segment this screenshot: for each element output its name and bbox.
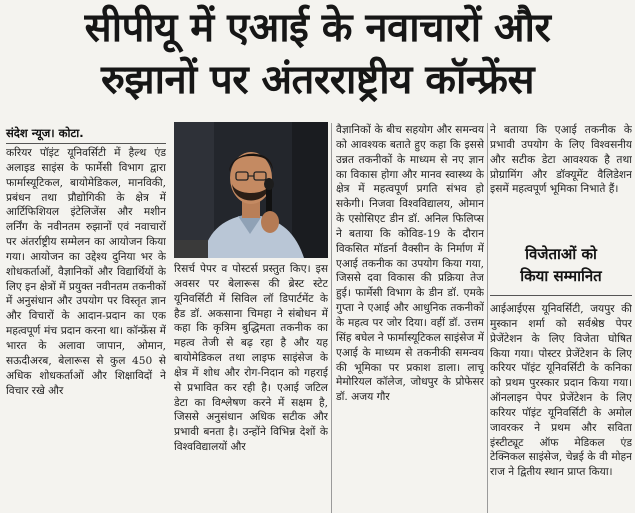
article-column-4: ने बताया कि एआई तकनीक के प्रभावी उपयोग के लिए विश्वसनीय और सटीक डेटा आवश्यक है तथा प्रोग्रामिंग और डॉक्यूमेंट वैलिडेशन इसमें महत्वपूर्ण भूमिका निभाते हैं। <box>490 124 632 196</box>
headline-line-2: रुझानों पर अंतरराष्ट्रीय कॉन्फ्रेंस <box>100 57 535 103</box>
headline-line-1: सीपीयू में एआई के नवाचारों और <box>84 5 551 51</box>
article-column-5: आईआईएस यूनिवर्सिटी, जयपुर की मुस्कान शर्मा को सर्वश्रेष्ठ पेपर प्रेजेंटेशन के लिए विजेता घोषित किया गया। पोस्टर प्रेजेंटेशन के लिए करियर पॉइंट यूनिवर्सिटी के कनिका को प्रथम पुरस्कार प्रदान किया गया। ऑनलाइन पेपर प्रेजेंटेशन के लिए करियर पॉइंट यूनिवर्सिटी के अमोल जावरकर ने प्रथम और सविता इंस्टीट्यूट ऑफ मेडिकल एंड टेक्निकल साइंसेज, चेन्नई के वी मोहन राज ने द्वितीय स्थान प्राप्त किया। <box>490 303 632 479</box>
column-divider <box>487 123 488 513</box>
article-column-3: वैज्ञानिकों के बीच सहयोग और समन्वय को आवश्यक बताते हुए कहा कि इससे उन्नत तकनीकों के माध्यम से नए ज्ञान का विकास होगा और मानव स्वास्थ्य के क्षेत्र में महत्वपूर्ण प्रगति संभव हो सकेगी। निजवा विश्वविद्यालय, ओमान के एसोसिएट डीन डॉ. अनिल फिलिप्स ने बताया कि कोविड-19 के दौरान विकसित मॉडर्ना वैक्सीन के निर्माण में एआई तकनीक का उपयोग किया गया, जिससे दवा विकास की प्रक्रिया तेज हुई। फार्मेसी विभाग के डीन डॉ. एमके गुप्ता ने एआई और आधुनिक तकनीकों के महत्व पर जोर दिया। वहीं डॉ. उत्तम सिंह बघेल ने फार्मास्यूटिकल साइंसेज में एआई के माध्यम से तकनीकी समन्वय की भूमिका पर प्रकाश डाला। लाचू मेमोरियल कॉलेज, जोधपुर के प्रोफेसर डॉ. अजय गौर <box>336 124 484 404</box>
headline <box>0 2 635 106</box>
subheading-rule <box>490 295 632 296</box>
article-column-1: करियर पॉइंट यूनिवर्सिटी में हैल्थ एंड अलाइड साइंस के फार्मेसी विभाग द्वारा फार्मास्यूटिकल, बायोमेडिकल, मानविकी, प्रबंधन तथा प्रौद्योगिकी के क्षेत्र में आर्टिफिशियल इंटेलिजेंस और मशीन लर्निंग के नवीनतम रुझानों एवं नवाचारों पर अंतर्राष्ट्रीय सम्मेलन का आयोजन किया गया। आयोजन का उद्देश्य दुनिया भर के शोधकर्ताओं, वैज्ञानिकों और विद्यार्थियों के लिए इन क्षेत्रों में प्रयुक्त नवीनतम तकनीकों में अनुसंधान और उपयोग पर विस्तृत ज्ञान और विचारों के आदान-प्रदान का एक महत्वपूर्ण मंच प्रदान करना था। कॉन्फ्रेंस में भारत के अलावा जापान, ओमान, सऊदीअरब, बेलारूस से कुल 450 से अधिक शोधकर्ताओं और शिक्षाविदों ने विचार रखे और <box>6 147 166 397</box>
speaker-photo <box>174 122 328 258</box>
column-divider <box>331 123 332 513</box>
byline: संदेश न्यूज। कोटा. <box>6 126 84 140</box>
winners-subheading-line-1: विजेताओं को <box>525 245 597 263</box>
speaker-photo-illustration <box>174 122 328 258</box>
winners-subheading <box>490 243 632 287</box>
article-column-2: रिसर्च पेपर व पोस्टर्स प्रस्तुत किए। इस अवसर पर बेलारूस की ब्रेस्ट स्टेट यूनिवर्सिटी में सिविल लॉ डिपार्टमेंट के हैड डॉ. अकसाना चिमहा ने संबोधन में कहा कि कृत्रिम बुद्धिमता तकनीक का महत्व तेजी से बढ़ रहा है और यह बायोमेडिकल तथा लाइफ साइंसेज के क्षेत्र में शोध और रोग-निदान को गहराई से प्रभावित कर रही है। एआई जटिल डेटा का विश्लेषण करने में सक्षम है, जिससे अनुसंधान अधिक सटीक और प्रभावी बनता है। उन्होंने विभिन्न देशों के विश्वविद्यालयों और <box>174 263 328 454</box>
byline-rule <box>6 143 166 144</box>
winners-subheading-line-2: किया सम्मानित <box>520 267 602 285</box>
